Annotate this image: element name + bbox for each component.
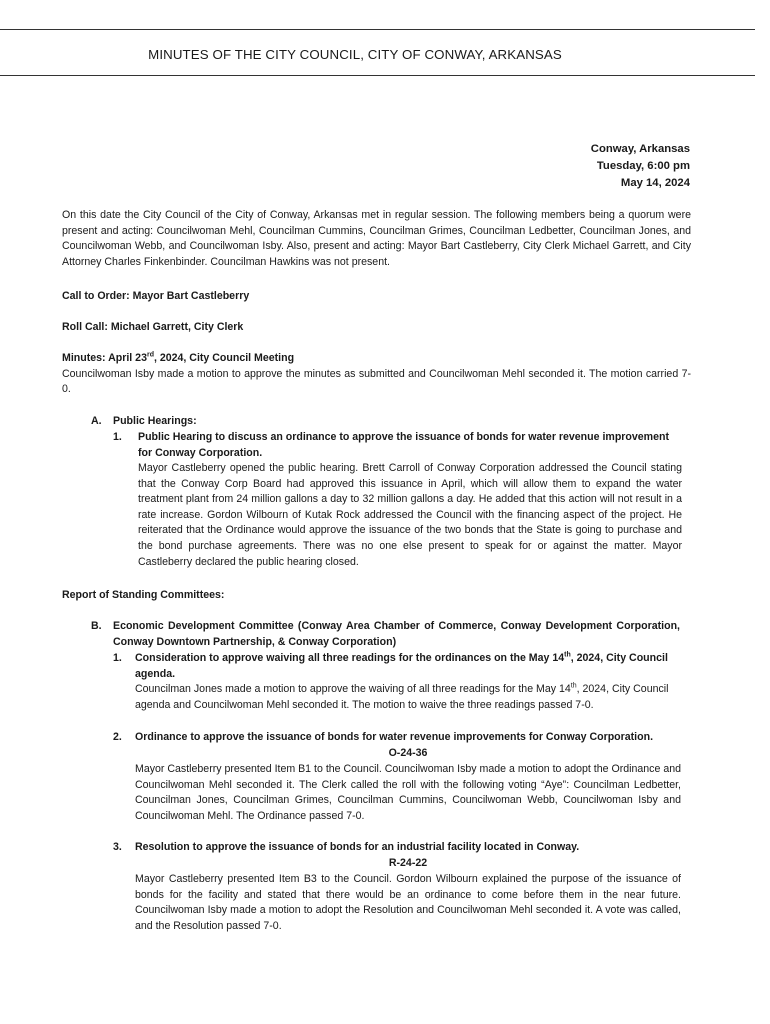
minutes-section [62,351,691,398]
section-a-item-1-title: Public Hearing to discuss an ordinance to approve the issuance of bonds for water revenue improvement for Conway Corporation. [138,431,669,459]
minutes-heading [62,351,691,367]
section-b-item-3-code: R-24-22 [388,857,428,869]
minutes-heading-text-2: , 2024, City Council Meeting [153,352,295,364]
roll-call: Roll Call: Michael Garrett, City Clerk [62,321,244,333]
document-header-title: MINUTES OF THE CITY COUNCIL, CITY OF CONWAY, ARKANSAS [148,47,562,62]
section-b-title: Economic Development Committee (Conway Area Chamber of Commerce, Conway Development Corporation, Conway Downtown Partnership, & Conway Corporation) [113,620,680,648]
section-b-item-1-title-text-2: , 2024, City Council agenda. [135,652,668,680]
section-b-item-2-number: 2. [113,731,122,743]
section-b-item-1-number: 1. [113,652,122,664]
section-b-item-1-title-text: Consideration to approve waiving all three readings for the ordinances on the May 14 [135,652,565,664]
section-b-letter: B. [91,620,102,632]
minutes-heading-sup: rd [146,351,154,359]
section-b-item-3-title: Resolution to approve the issuance of bonds for an industrial facility located in Conway. [135,841,580,853]
call-to-order: Call to Order: Mayor Bart Castleberry [62,290,250,302]
minutes-body: Councilwoman Isby made a motion to approve the minutes as submitted and Councilwoman Mehl seconded it. The motion carried 7-0. [62,367,691,396]
intro-section [62,208,691,270]
section-b-item-3-body: Mayor Castleberry presented Item B3 to the Council. Gordon Wilbourn explained the purpose of the issuance of bonds for the facility and stated that there would be an ordinance to come before them in the near future. Councilwoman Isby made a motion to adopt the Resolution and Councilwoman Mehl seconded it. A vote was called, and the Resolution passed 7-0. [135,873,681,932]
section-b-item-1-body [135,682,681,713]
standing-committees-heading: Report of Standing Committees: [62,589,225,601]
header-top-rule [0,29,755,30]
section-b-item-1-title [135,651,681,682]
section-b-item-1-body-text: Councilman Jones made a motion to approve the waiving of all three readings for the May 14 [135,683,571,695]
dateline [591,141,690,192]
section-b-item-1-title-sup: th [564,651,571,659]
section-b-item-2-title: Ordinance to approve the issuance of bonds for water revenue improvements for Conway Corporation. [135,731,654,743]
section-a-item-1-body: Mayor Castleberry opened the public hearing. Brett Carroll of Conway Corporation addressed the Council stating that the Conway Corp Board had approved this issuance in April, which will allow them to expand the water treatment plant from 24 million gallons a day to 32 million gallons a day. He added that this action will not result in a rate increase. Gordon Wilbourn of Kutak Rock addressed the Council with the financing aspect of the project. He reiterated that the Ordinance would approve the issuance of the two bonds that the State is going to purchase and the bond purchase agreements. There was no one else present to speak for or against the matter. Mayor Castleberry declared the public hearing closed. [138,462,682,568]
section-a-title: Public Hearings: [113,415,197,427]
section-b-item-1-body-sup: th [570,682,577,690]
intro-paragraph: On this date the City Council of the City of Conway, Arkansas met in regular session. The following members being a quorum were present and acting: Councilwoman Mehl, Councilman Cummins, Councilman Grimes, Councilman Ledbetter, Councilman Jones, and Councilwoman Webb, and Councilwoman Isby. Also, present and acting: Mayor Bart Castleberry, City Clerk Michael Garrett, and City Attorney Charles Finkenbinder. Councilman Hawkins was not present. [62,209,691,268]
header-bottom-rule [0,75,755,76]
section-a-item-1-number: 1. [113,431,122,443]
section-b-item-1-body-text-2: , 2024, City Council agenda and Councilwoman Mehl seconded it. The motion to waive the three readings passed 7-0. [135,683,669,711]
dateline-date: May 14, 2024 [620,177,690,189]
dateline-place: Conway, Arkansas [590,143,690,155]
dateline-day-time: Tuesday, 6:00 pm [596,160,690,172]
section-b-item-2-body: Mayor Castleberry presented Item B1 to the Council. Councilwoman Isby made a motion to adopt the Ordinance and Councilwoman Mehl seconded it. The Clerk called the roll with the following voting “Aye”: Councilman Ledbetter, Councilman Jones, Councilman Grimes, Councilman Cummins, Councilwoman Webb, Councilwoman Isby and Councilwoman Mehl. The Ordinance passed 7-0. [135,763,681,822]
section-b-item-3-number: 3. [113,841,122,853]
section-a-letter: A. [91,415,102,427]
minutes-heading-text: Minutes: April 23 [62,352,147,364]
section-b-item-2-code: O-24-36 [388,747,428,759]
